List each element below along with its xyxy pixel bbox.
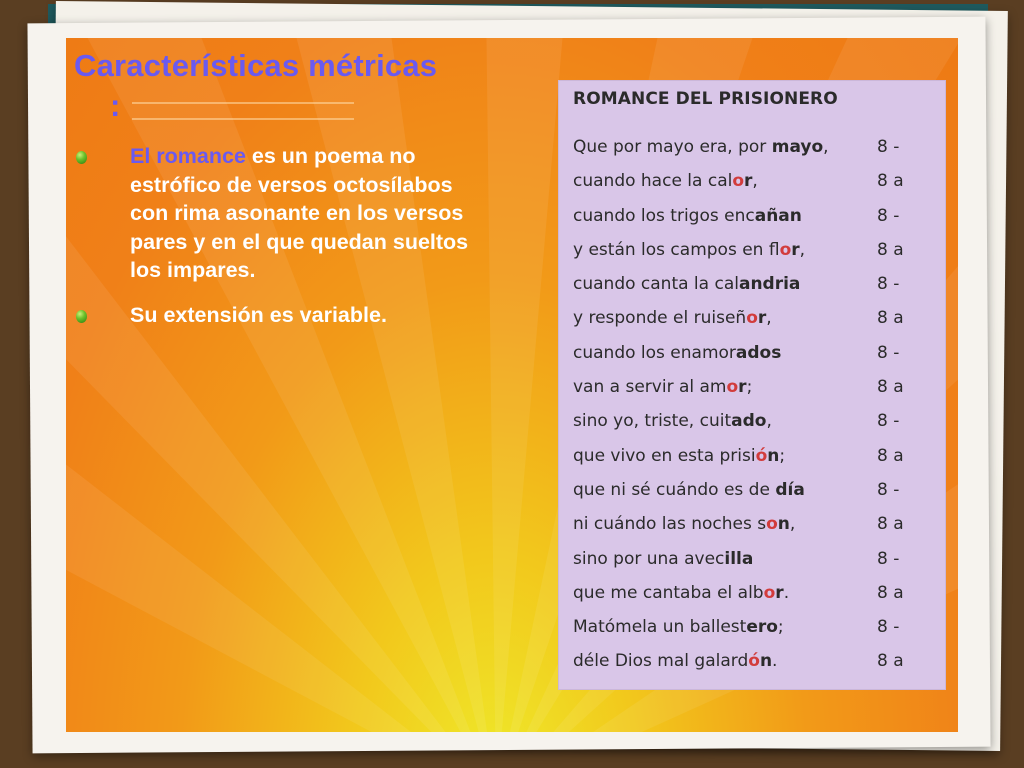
poem-verse: y responde el ruiseñor, (573, 308, 772, 329)
poem-line (559, 583, 945, 617)
highlight-term: El romance (130, 144, 246, 168)
poem-line (559, 411, 945, 445)
poem-verse: sino yo, triste, cuitado, (573, 411, 772, 432)
poem-lines (559, 137, 945, 686)
bullet-text: es un poema no estrófico de versos octosílabos con rima asonante en los versos pares y en el que quedan sueltos los impares. (130, 144, 469, 282)
poem-line (559, 308, 945, 342)
poem-verse: que ni sé cuándo es de día (573, 479, 805, 500)
title-underline-decoration (132, 102, 354, 120)
poem-meter: 8 a (877, 171, 904, 192)
poem-meter: 8 - (877, 548, 900, 569)
poem-line (559, 617, 945, 651)
slide-title: Características métricas (74, 48, 438, 83)
poem-verse: cuando los trigos encañan (573, 205, 802, 226)
poem-verse: Que por mayo era, por mayo, (573, 137, 829, 157)
poem-verse: que me cantaba el albor. (573, 582, 790, 603)
slide-title-colon: : (110, 88, 121, 123)
poem-verse: déle Dios mal galardón. (573, 651, 778, 672)
poem-meter: 8 - (877, 479, 900, 500)
poem-verse: cuando los enamorados (573, 342, 782, 363)
poem-meter: 8 a (877, 582, 904, 603)
bullet-item-extension (66, 301, 536, 330)
poem-line (559, 343, 945, 377)
poem-meter: 8 - (877, 205, 900, 226)
green-bullet-icon (76, 151, 87, 164)
poem-line (559, 480, 945, 514)
poem-line (559, 446, 945, 480)
poem-meter: 8 a (877, 651, 904, 672)
poem-line (559, 137, 945, 171)
poem-meter: 8 - (877, 617, 900, 638)
poem-meter: 8 a (877, 514, 904, 535)
poem-title: ROMANCE DEL PRISIONERO (573, 89, 838, 109)
poem-line (559, 240, 945, 274)
poem-verse: cuando hace la calor, (573, 171, 758, 192)
poem-meter: 8 a (877, 445, 904, 466)
bullet-item-definition (66, 142, 536, 285)
poem-verse: que vivo en esta prisión; (573, 445, 786, 466)
green-bullet-icon (76, 310, 87, 323)
slide (66, 38, 958, 732)
poem-verse: van a servir al amor; (573, 377, 753, 398)
poem-meter: 8 a (877, 377, 904, 398)
poem-panel (558, 80, 946, 690)
poem-verse: y están los campos en flor, (573, 239, 806, 260)
poem-line (559, 206, 945, 240)
poem-line (559, 549, 945, 583)
bullet-list (66, 142, 536, 345)
poem-verse: sino por una avecilla (573, 548, 754, 569)
poem-line (559, 377, 945, 411)
poem-line (559, 274, 945, 308)
poem-meter: 8 a (877, 308, 904, 329)
poem-meter: 8 - (877, 411, 900, 432)
poem-line (559, 171, 945, 205)
poem-meter: 8 - (877, 137, 900, 157)
poem-verse: ni cuándo las noches son, (573, 514, 796, 535)
poem-verse: cuando canta la calandria (573, 274, 801, 295)
bullet-text: Su extensión es variable. (130, 302, 387, 327)
poem-meter: 8 - (877, 342, 900, 363)
poem-meter: 8 - (877, 274, 900, 295)
poem-line (559, 514, 945, 548)
poem-verse: Matómela un ballestero; (573, 617, 784, 638)
poem-meter: 8 a (877, 239, 904, 260)
poem-line (559, 651, 945, 685)
